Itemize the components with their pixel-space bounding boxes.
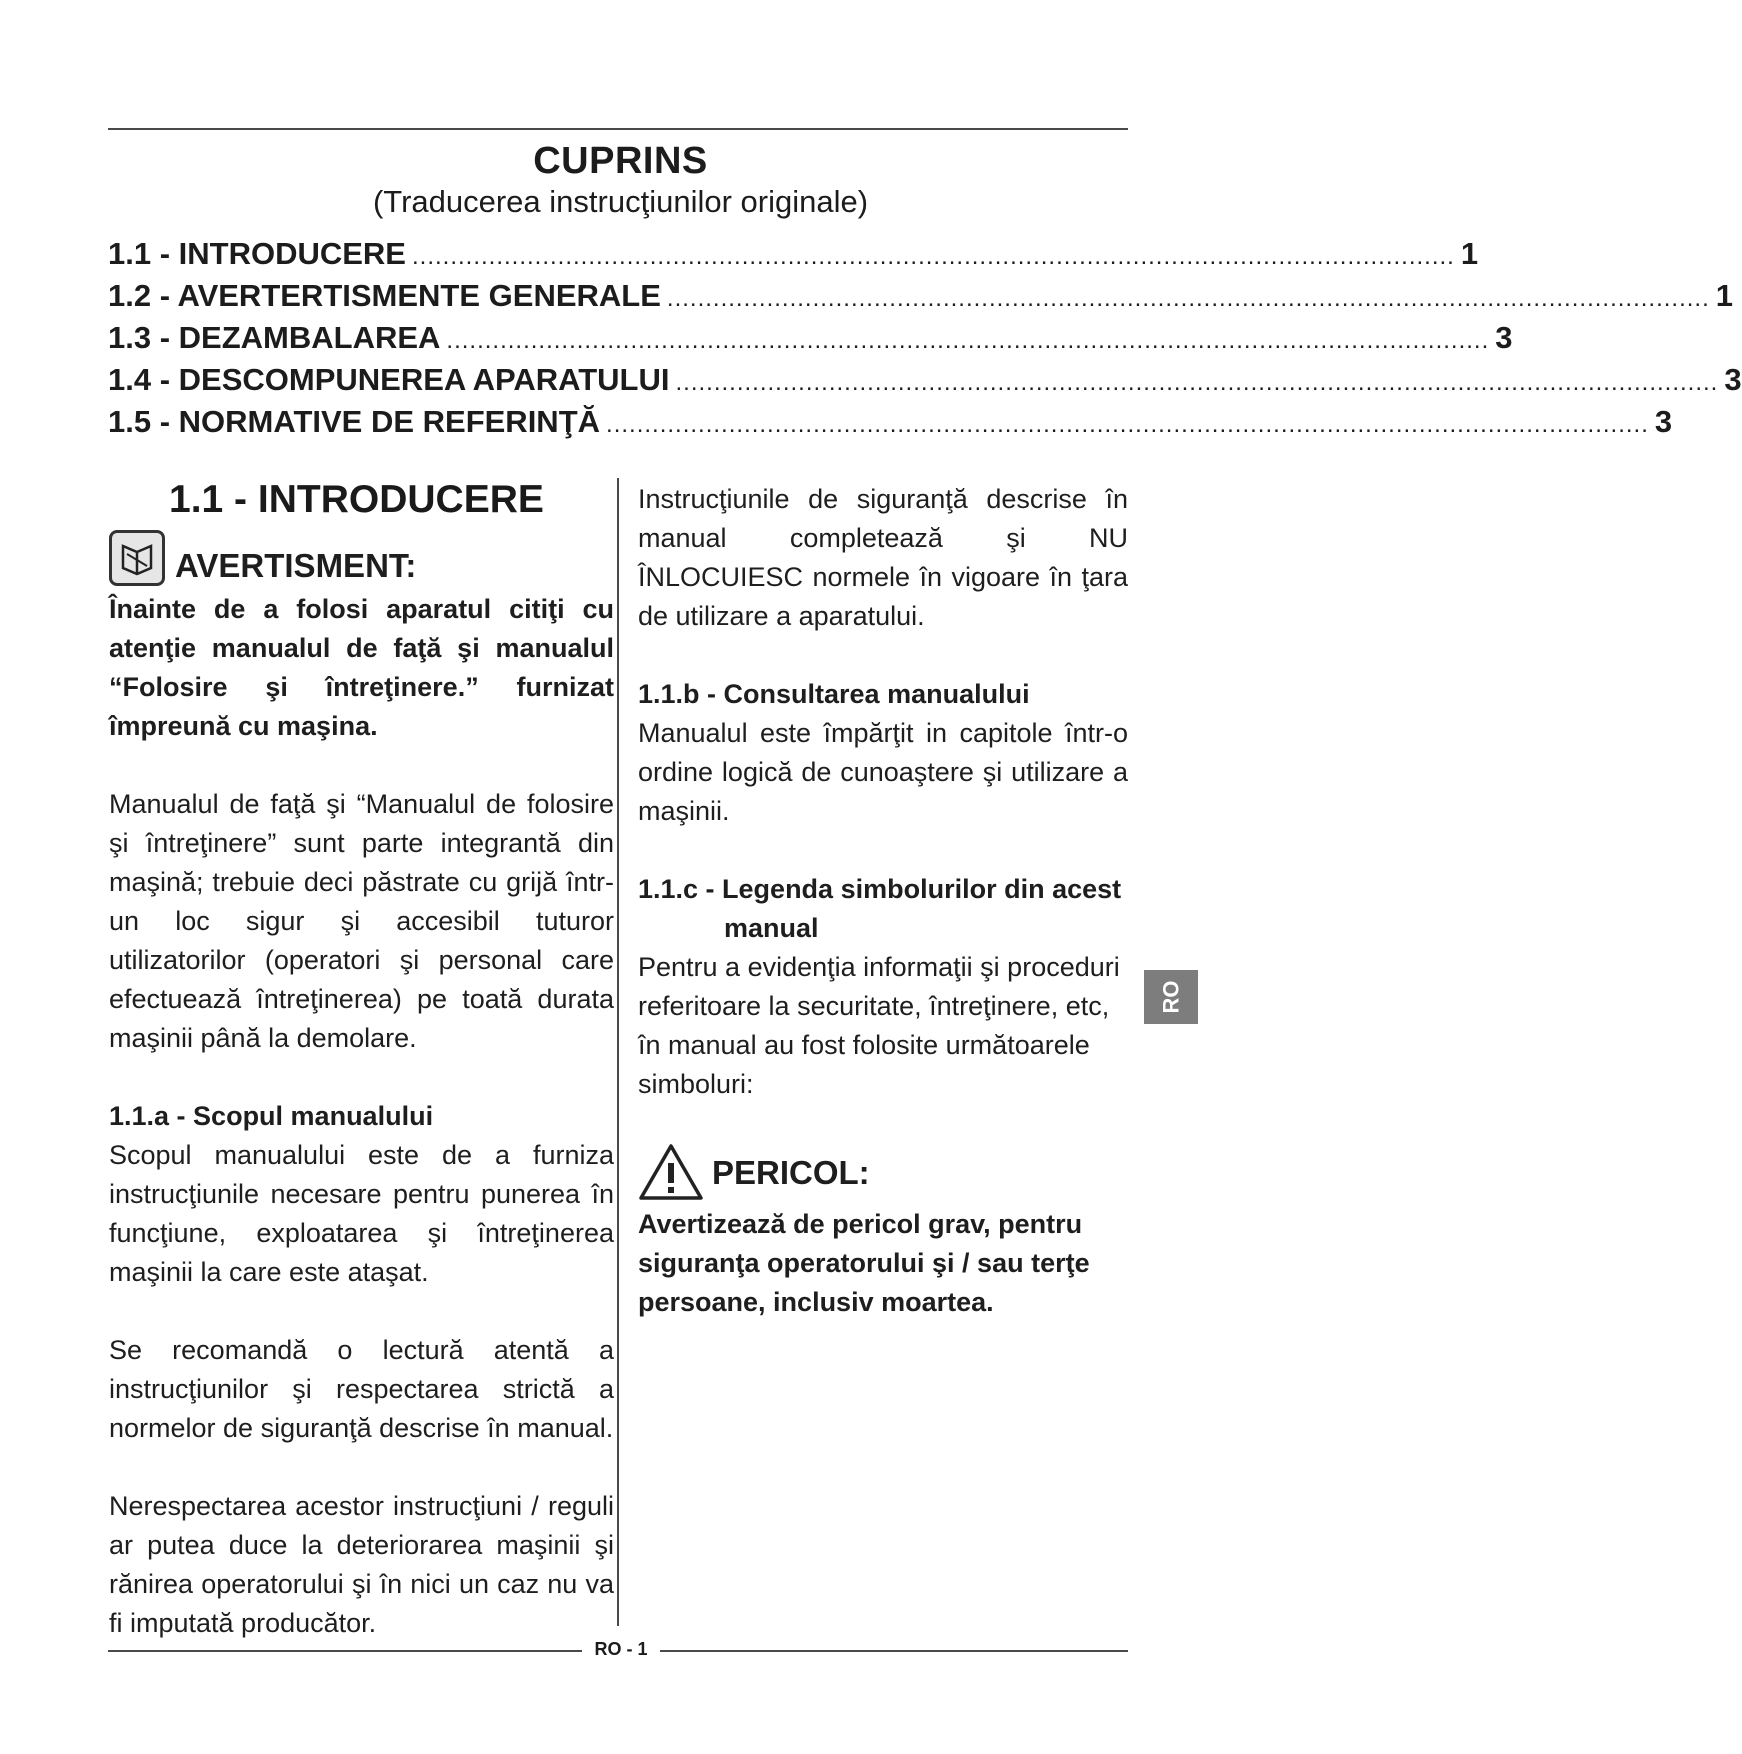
subsection-heading: 1.1.a - Scopul manualului bbox=[109, 1101, 434, 1131]
toc-entry[interactable] bbox=[108, 362, 1742, 404]
toc-leader-dots: ........................................................................................................................................ bbox=[606, 411, 1649, 438]
subsection-heading: 1.1.b - Consultarea manualului bbox=[638, 679, 1030, 709]
paragraph: Instrucţiunile de siguranţă descrise în manual completează şi NU ÎNLOCUIESC normele în vigoare în ţara de utilizare a aparatului. bbox=[638, 484, 1128, 631]
toc-subtitle: (Traducerea instrucţiunilor originale) bbox=[372, 184, 869, 219]
read-manual-warning-icon bbox=[109, 530, 165, 586]
right-column bbox=[638, 480, 1128, 1322]
toc-entry-page: 1 bbox=[1715, 278, 1733, 313]
warning-text: Înainte de a folosi aparatul citiţi cu atenţie manualul de faţă şi manualul “Folosire şi întreţinere.” furnizat împreună cu maşina. bbox=[109, 594, 614, 741]
subsection-heading: 1.1.c - Legenda simbolurilor din acest bbox=[638, 874, 1122, 904]
language-tab-label: RO bbox=[1158, 980, 1183, 1014]
toc-leader-dots: ........................................................................................................................................ bbox=[675, 369, 1719, 396]
toc-leader-dots: ........................................................................................................................................ bbox=[411, 243, 1455, 270]
left-column bbox=[109, 480, 614, 1643]
warning-header bbox=[109, 530, 614, 586]
column-divider bbox=[617, 478, 619, 1626]
paragraph: Pentru a evidenţia informaţii şi proceduri referitoare la securitate, întreţinere, etc, în manual au fost folosite următoarele simboluri: bbox=[638, 952, 1120, 1099]
toc-entry-page: 3 bbox=[1724, 362, 1742, 397]
paragraph: Se recomandă o lectură atentă a instrucţiunilor şi respectarea strictă a normelor de siguranţă descrise în manual. bbox=[109, 1335, 614, 1443]
toc-entry-label: 1.3 - DEZAMBALAREA bbox=[108, 320, 441, 355]
warning-title: AVERTISMENT: bbox=[175, 547, 417, 584]
paragraph: Scopul manualului este de a furniza instrucţiunile necesare pentru punerea în funcţiune, exploatarea şi întreţinerea maşinii la care este ataşat. bbox=[109, 1140, 614, 1287]
paragraph: Manualul de faţă şi “Manualul de folosire şi întreţinere” sunt parte integrantă din maşină; trebuie deci păstrate cu grijă într-un loc sigur şi accesibil tuturor utilizatorilor (operatori şi personal care efectuează întreţinerea) pe toată durata maşinii până la demolare. bbox=[109, 789, 614, 1053]
toc-entry[interactable] bbox=[108, 236, 1479, 278]
toc-entry-label: 1.2 - AVERTERTISMENTE GENERALE bbox=[108, 278, 661, 313]
subsection-heading-cont: manual bbox=[724, 913, 819, 943]
page-number: RO - 1 bbox=[594, 1639, 648, 1659]
toc-entry-label: 1.1 - INTRODUCERE bbox=[108, 236, 406, 271]
table-of-contents bbox=[108, 236, 1742, 446]
toc-entry-page: 1 bbox=[1460, 236, 1479, 271]
danger-header bbox=[638, 1143, 1128, 1201]
toc-leader-dots: ........................................................................................................................................ bbox=[446, 327, 1490, 354]
footer-rule-right bbox=[660, 1650, 1128, 1652]
toc-entry-label: 1.5 - NORMATIVE DE REFERINŢĂ bbox=[108, 404, 601, 439]
toc-leader-dots: ........................................................................................................................................ bbox=[666, 285, 1710, 312]
toc-entry[interactable] bbox=[108, 320, 1513, 362]
section-heading: 1.1 - INTRODUCERE bbox=[169, 478, 544, 521]
danger-text: Avertizează de pericol grav, pentru siguranţa operatorului şi / sau terţe persoane, inclusiv moartea. bbox=[638, 1209, 1090, 1317]
language-tab bbox=[1144, 970, 1198, 1024]
toc-title: CUPRINS bbox=[533, 140, 708, 182]
toc-entry[interactable] bbox=[108, 278, 1733, 320]
top-rule bbox=[108, 128, 1128, 130]
paragraph: Nerespectarea acestor instrucţiuni / reguli ar putea duce la deteriorarea maşinii şi rănirea operatorului şi în nici un caz nu va fi imputată producător. bbox=[109, 1491, 614, 1638]
toc-entry-page: 3 bbox=[1495, 320, 1513, 355]
paragraph: Manualul este împărţit in capitole într-o ordine logică de cunoaştere şi utilizare a maşinii. bbox=[638, 718, 1128, 826]
toc-entry[interactable] bbox=[108, 404, 1673, 446]
danger-warning-icon bbox=[638, 1143, 704, 1201]
toc-entry-label: 1.4 - DESCOMPUNEREA APARATULUI bbox=[108, 362, 670, 397]
toc-entry-page: 3 bbox=[1654, 404, 1673, 439]
danger-title: PERICOL: bbox=[712, 1153, 870, 1191]
footer-rule-left bbox=[108, 1650, 582, 1652]
